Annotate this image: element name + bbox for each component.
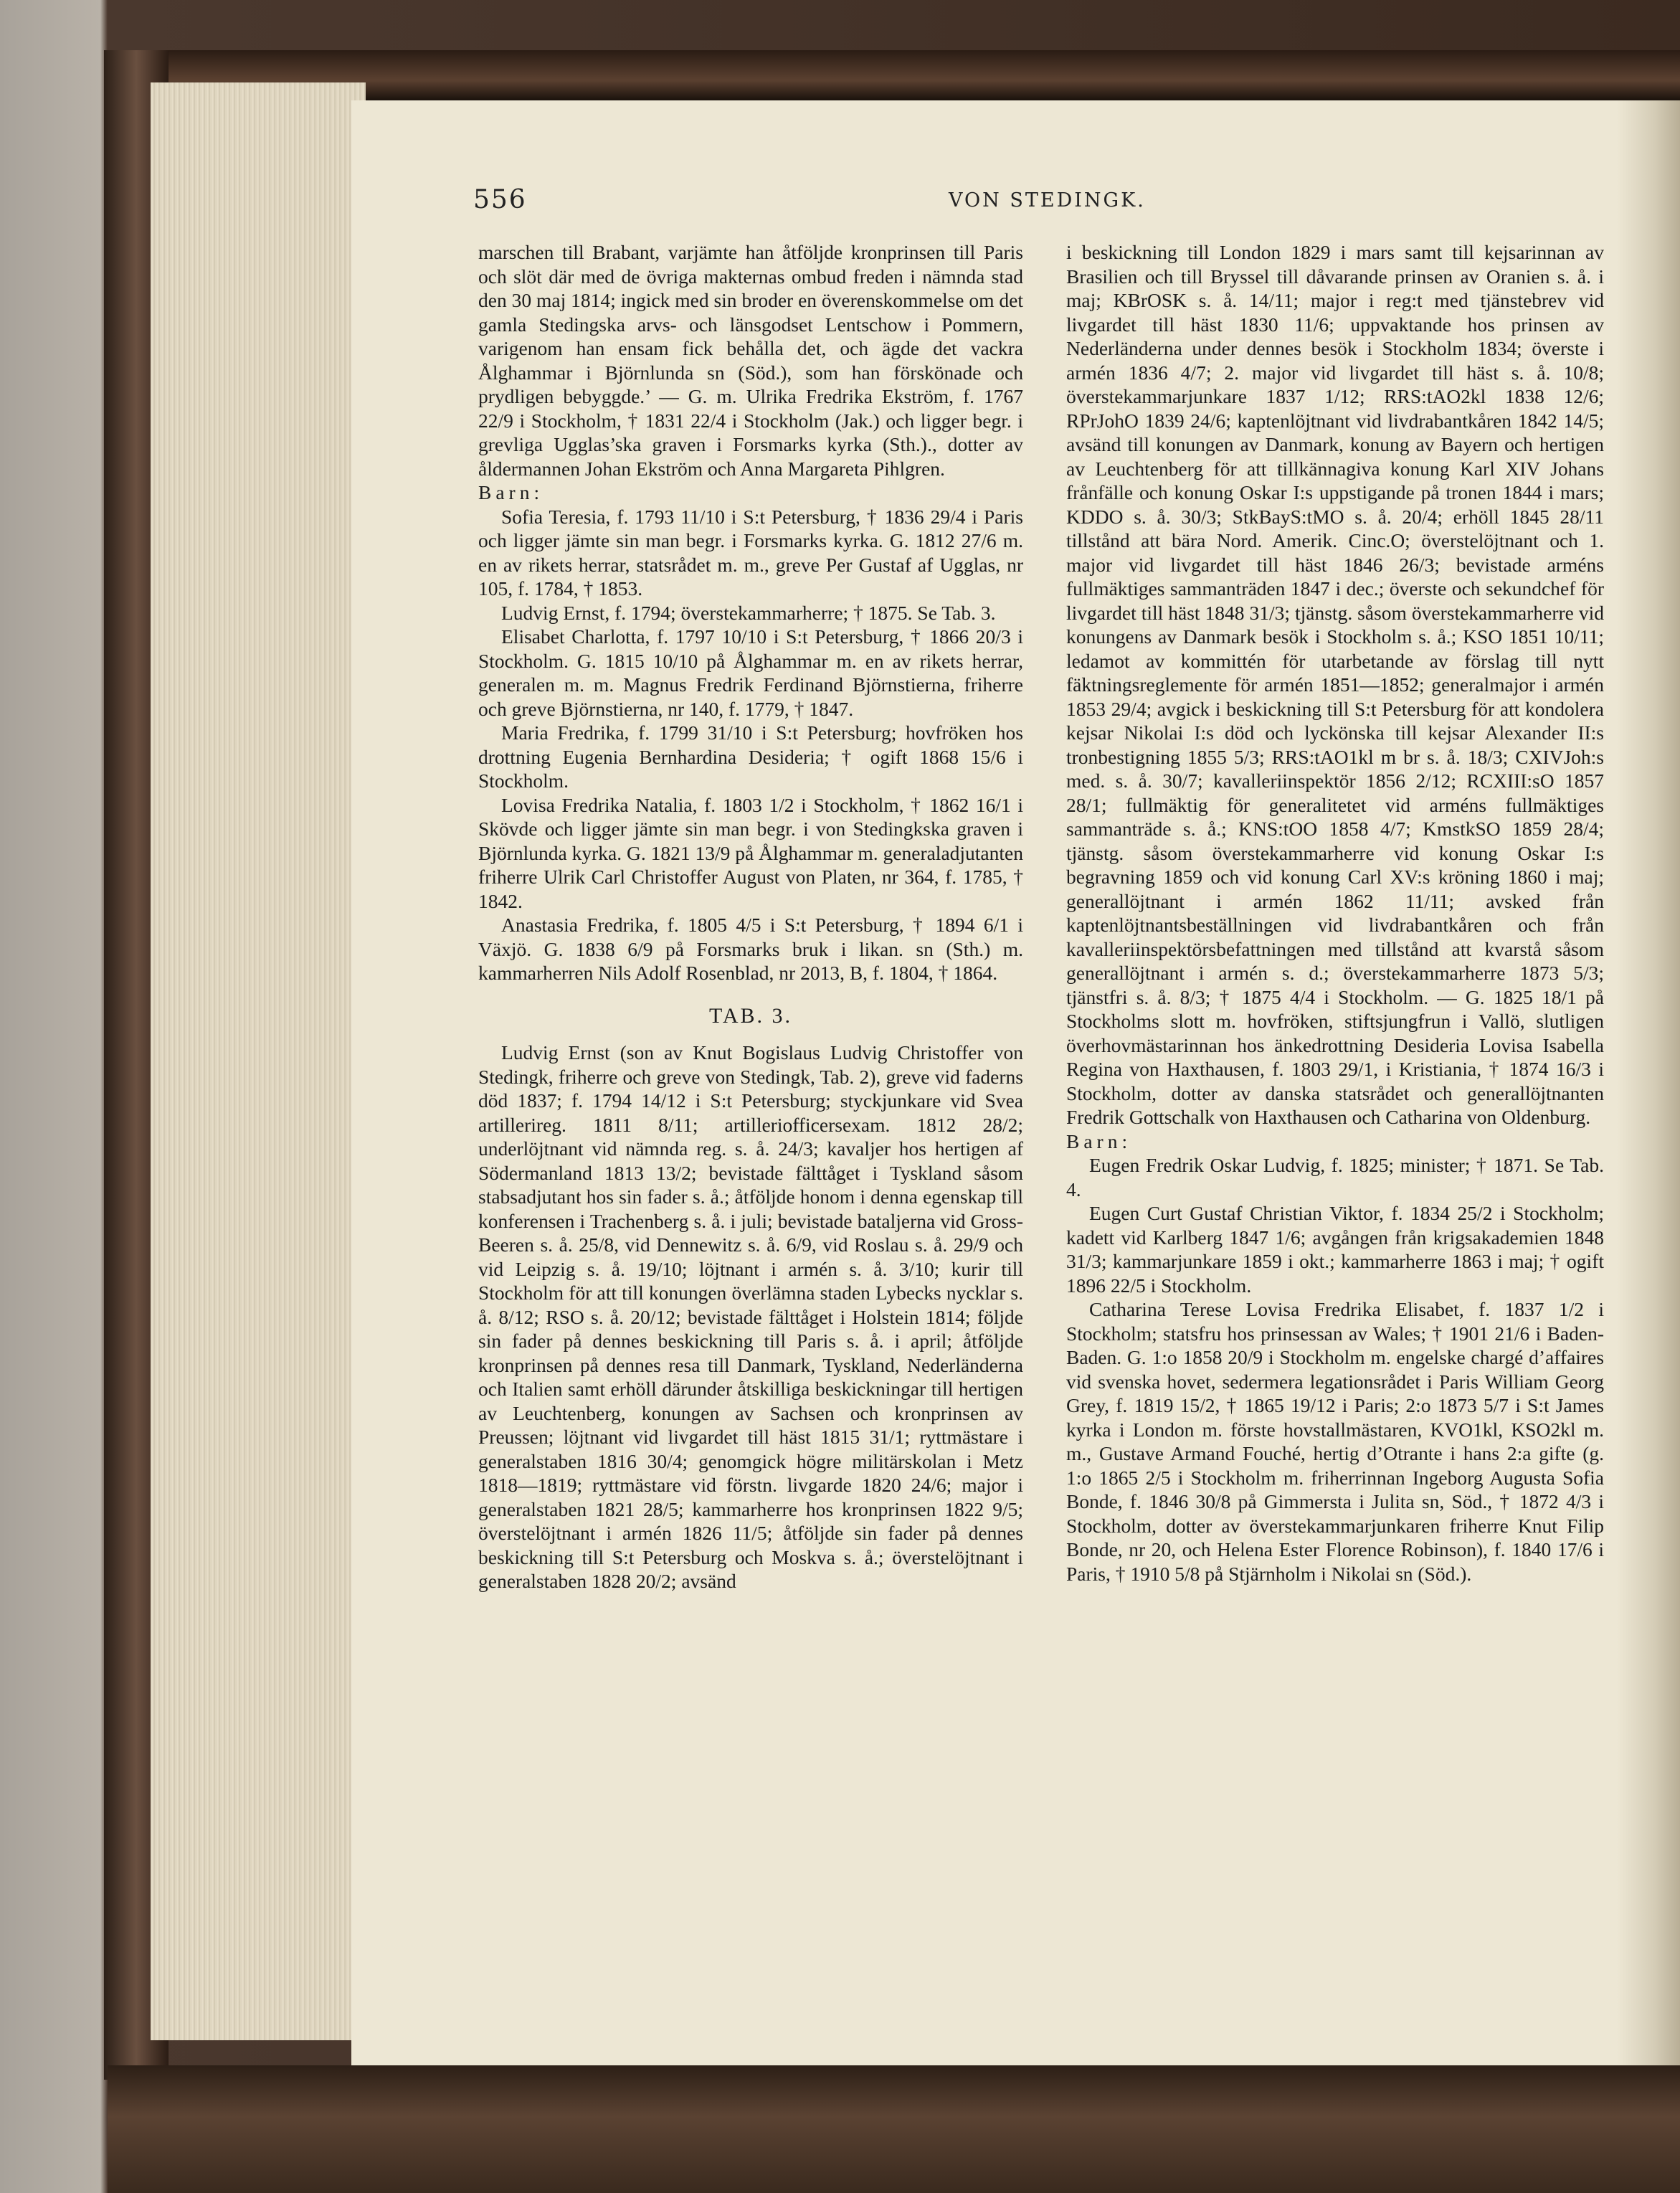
child-entry: Lovisa Fredrika Natalia, f. 1803 1/2 i Stockholm, † 1862 16/1 i Skövde och ligger jämte sin man begr. i von Stedingkska graven i Björnlunda kyrka. G. 1821 13/9 på Ålghammar m. generaladjutanten friherre Ulrik Carl Christoffer August von Platen, nr 364, f. 1785, † 1842. (478, 793, 1023, 912)
right-column (1066, 240, 1604, 1586)
page-gutter (1617, 100, 1680, 2065)
barn-label: Barn: (478, 481, 544, 503)
book-cover-bottom (108, 2065, 1680, 2193)
child-entry: Catharina Terese Lovisa Fredrika Elisabet, f. 1837 1/2 i Stockholm; statsfru hos prinsessan av Wales; † 1901 21/6 i Baden-Baden. G. 1:o 1858 20/9 i Stockholm m. engelske chargé d’affaires vid svenska hovet, sedermera legationsrådet i Paris William Georg Grey, f. 1819 15/2, † 1865 19/12 i Paris; 2:o 1873 5/7 i S:t James kyrka i London m. förste hovstallmästaren, KVO1kl, KSO2kl m. m., Gustave Armand Fouché, hertig d’Otrante i hans 2:a gifte (g. 1:o 1865 2/5 i Stockholm m. friherrinnan Ingeborg Augusta Sofia Bonde, f. 1846 30/8 på Gimmersta i Julita sn, Söd., † 1872 4/3 i Stockholm, dotter av överstekammarjunkaren friherre Knut Filip Bonde, nr 20, och Helena Ester Florence Robinson), f. 1840 17/6 i Paris, † 1910 5/8 på Stjärnholm i Nikolai sn (Söd.). (1066, 1298, 1604, 1585)
page-edges (151, 82, 366, 2040)
paragraph: Ludvig Ernst (son av Knut Bogislaus Ludvig Christoffer von Stedingk, friherre och greve von Stedingk, Tab. 2), greve vid faderns död 1837; f. 1794 14/12 i S:t Petersburg; styckjunkare vid Svea artillerireg. 1811 8/11; artilleriofficersexam. 1812 28/2; underlöjtnant vid nämnda reg. s. å. 24/3; kavaljer hos hertigen af Södermanland 1813 13/2; bevistade fälttåget i Tyskland såsom stabsadjutant hos sin fader s. å.; åtföljde honom i denna egenskap till konferensen i Trachenberg s. å. i juli; bevistade bataljerna vid Gross-Beeren s. å. 25/8, vid Dennewitz s. å. 6/9, vid Roslau s. å. 29/9 och vid Leipzig s. å. 19/10; löjtnant i armén s. å. 3/10; kurir till Stockholm för att till konungen överlämna staden Lybecks nycklar s. å. 8/12; RSO s. å. 20/12; bevistade fälttåget i Holstein 1814; följde sin fader på dennes beskickning till Paris s. å. i april; åtföljde kronprinsen på dennes resa till Danmark, Tyskland, Nederländerna och Italien samt erhöll därunder åtskilliga beskickningar till hertigen av Leuchtenberg, konungen av Sachsen och kronprinsen av Preussen; löjtnant vid livgardet till häst 1815 31/1; ryttmästare i generalstaben 1816 30/4; genomgick högre militärskolan i Metz 1818—1819; ryttmästare vid förstn. livgarde 1820 24/6; major i generalstaben 1821 28/5; kammarherre hos kronprinsen 1822 9/5; överstelöjtnant i armén 1826 11/5; åtföljde sin fader på dennes beskickning till S:t Petersburg och Moskva s. å.; överstelöjtnant i generalstaben 1828 20/2; avsänd (478, 1041, 1023, 1592)
child-entry: Eugen Fredrik Oskar Ludvig, f. 1825; minister; † 1871. Se Tab. 4. (1066, 1154, 1604, 1200)
child-entry: Maria Fredrika, f. 1799 31/10 i S:t Petersburg; hovfröken hos drottning Eugenia Bernhardina Desideria; † ogift 1868 15/6 i Stockholm. (478, 721, 1023, 792)
child-entry: Elisabet Charlotta, f. 1797 10/10 i S:t Petersburg, † 1866 20/3 i Stockholm. G. 1815 10/10 på Ålghammar m. en av rikets herrar, generalen m. m. Magnus Fredrik Ferdinand Björnstierna, friherre och greve Björnstierna, nr 140, f. 1779, † 1847. (478, 625, 1023, 720)
left-column (478, 240, 1023, 1593)
section-heading: TAB. 3. (708, 1003, 793, 1028)
page-number: 556 (473, 185, 527, 214)
barn-label: Barn: (1066, 1129, 1132, 1152)
child-entry: Sofia Teresia, f. 1793 11/10 i S:t Petersburg, † 1836 29/4 i Paris och ligger jämte sin man begr. i Forsmarks kyrka. G. 1812 27/6 m. en av rikets herrar, statsrådet m. m., greve Per Gustaf af Ugglas, nr 105, f. 1784, † 1853. (478, 505, 1023, 600)
page-header (473, 185, 1197, 221)
paragraph: i beskickning till London 1829 i mars samt till kejsarinnan av Brasilien och till Bryssel till dåvarande prinsen av Oranien s. å. i maj; KBrOSK s. å. 14/11; major i reg:t med tjänstebrev vid livgardet till häst 1830 11/6; uppvaktande hos prinsen av Nederländerna under dennes besök i Stockholm 1834; överste i armén 1836 4/7; 2. major vid livgardet till häst s. å. 10/8; överstekammarjunkare 1837 1/12; RRS:tAO2kl 1838 12/6; RPrJohO 1839 24/6; kaptenlöjtnant vid livdrabantkåren 1842 14/5; avsänd till konungen av Danmark, konung av Bayern och hertigen av Leuchtenberg för att tillkännagiva konung Karl XIV Johans frånfälle och konung Oskar I:s uppstigande på tronen 1844 i mars; KDDO s. å. 30/3; StkBayS:tMO s. å. 20/4; erhöll 1845 28/11 tillstånd att bära Nord. Amerik. Cinc.O; överstelöjtnant och 1. major vid livgardet till häst 1846 26/3; bevistade arméns fullmäktiges sammanträden 1847 i dec.; överste och sekundchef för livgardet till häst 1848 31/3; tjänstg. såsom överstekammarherre vid konungens av Danmark besök i Stockholm s. å.; KSO 1851 10/11; ledamot av kommittén för utarbetande av förslag till nytt fäktningsreglemente för armén 1851—1852; generalmajor i armén 1853 29/4; avgick i beskickning till S:t Petersburg för att kondolera kejsar Nikolai I:s död och lyckönska till kejsar Alexander II:s tronbestigning 1855 5/3; RRS:tAO1kl m br s. å. 18/3; CXIVJoh:s med. s. å. 30/7; kavalleriinspektör 1856 2/12; RCXIII:sO 1857 28/1; fullmäktig för generalitetet vid arméns fullmäktiges sammanträde s. å.; KNS:tOO 1858 4/7; KmstkSO 1859 28/4; tjänstg. såsom överstekammarherre vid konung Oskar I:s begravning 1859 och vid konung Carl XV:s kröning 1860 i maj; generallöjtnant i armén 1862 11/11; avsked från kaptenlöjtnantsbeställningen vid livdrabantkåren och från kavalleriinspektörsbefattningen med tillstånd att kvarstå såsom generallöjtnant i armén s. d.; överstekammarherre 1873 5/3; tjänstfri s. å. 8/3; † 1875 4/4 i Stockholm. — G. 1825 18/1 på Stockholms slott m. hovfröken, stiftsjungfrun i Vallö, slutligen överhovmästarinnan hos änkedrottning Desideria Lovisa Isabella Regina von Haxthausen, f. 1803 29/1, i Kristiania, † 1874 16/3 i Stockholm, dotter av danska statsrådet och generallöjtnanten Fredrik Gottschalk von Haxthausen och Catharina von Oldenburg. (1066, 241, 1604, 1128)
running-head: VON STEDINGK. (949, 189, 1146, 212)
paragraph: marschen till Brabant, varjämte han åtföljde kronprinsen till Paris och slöt där med de övriga makternas ombud freden i nämnda stad den 30 maj 1814; ingick med sin broder en överenskommelse om det gamla Stedingska arvs- och länsgodset Lentschow i Pommern, varigenom han ensam fick behålla det, och ägde det vackra Ålghammar i Björnlunda sn (Söd.), som han förskönade och prydligen bebyggde.’ — G. m. Ulrika Fredrika Ekström, f. 1767 22/9 i Stockholm, † 1831 22/4 i Stockholm (Jak.) och ligger begr. i grevliga Ugglas’ska graven i Forsmarks kyrka (Sth.)., dotter av åldermannen Johan Ekström och Anna Margareta Pihlgren. (478, 241, 1023, 480)
child-entry: Anastasia Fredrika, f. 1805 4/5 i S:t Petersburg, † 1894 6/1 i Växjö. G. 1838 6/9 på Forsmarks bruk i likan. sn (Sth.) m. kammarherren Nils Adolf Rosenblad, nr 2013, B, f. 1804, † 1864. (478, 914, 1023, 984)
child-entry: Ludvig Ernst, f. 1794; överstekammarherre; † 1875. Se Tab. 3. (501, 601, 996, 624)
child-entry: Eugen Curt Gustaf Christian Viktor, f. 1834 25/2 i Stockholm; kadett vid Karlberg 1847 1/6; avgången från krigsakademien 1848 31/3; kammarjunkare 1859 i okt.; kammarherre 1863 i maj; † ogift 1896 22/5 i Stockholm. (1066, 1202, 1604, 1297)
